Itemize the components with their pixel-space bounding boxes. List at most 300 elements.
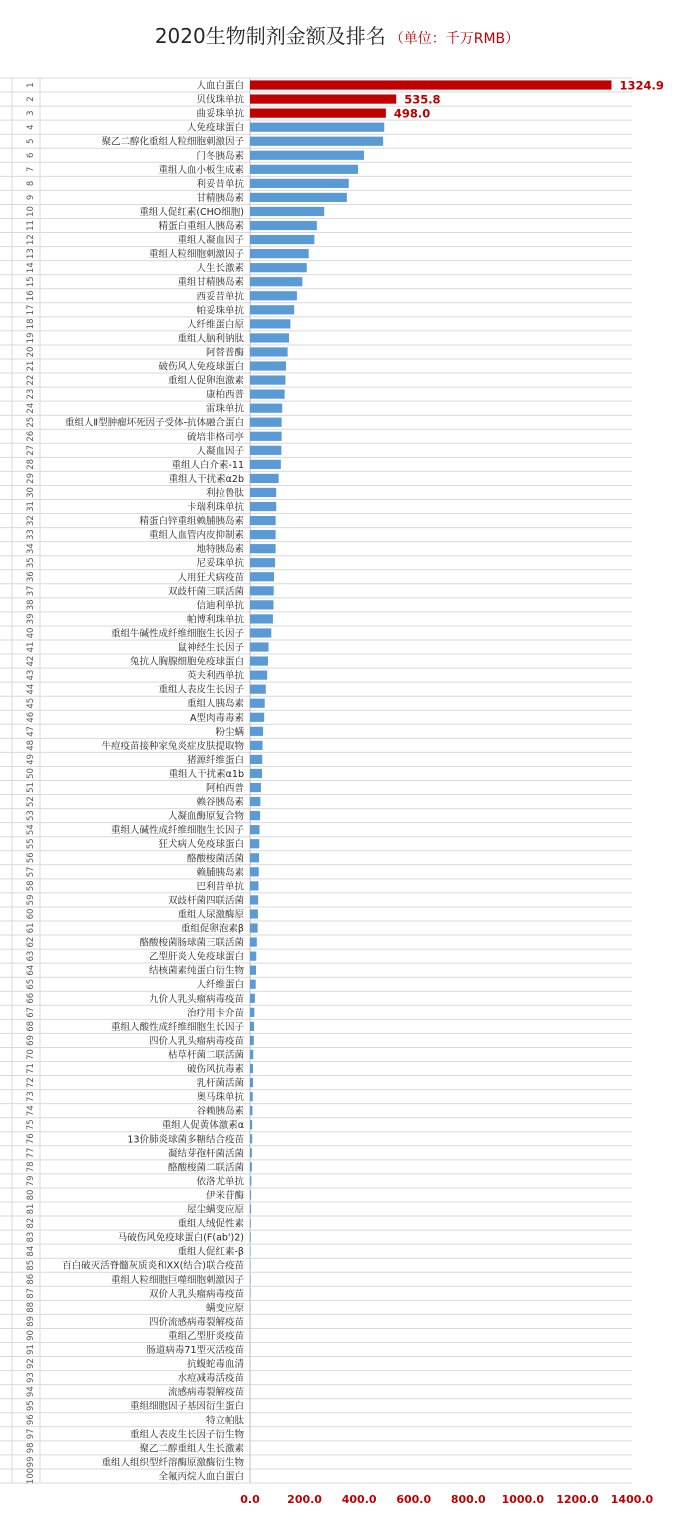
rank-label: 25	[26, 416, 36, 428]
category-label: 重组乙型肝炎疫苗	[167, 1330, 244, 1342]
rank-label: 95	[26, 1400, 36, 1412]
category-label: 人纤维蛋白	[196, 979, 244, 991]
rank-label: 65	[26, 978, 36, 990]
bar	[250, 390, 285, 399]
category-label: 重组促卵泡素β	[180, 923, 244, 935]
bar	[250, 1078, 253, 1087]
bar	[250, 502, 276, 511]
bar	[250, 867, 259, 876]
rank-label: 86	[26, 1273, 36, 1285]
bar	[250, 909, 258, 918]
bar	[250, 628, 271, 637]
category-label: 百白破灭活脊髓灰质炎和XX(结合)联合疫苗	[62, 1260, 244, 1272]
category-label: 西妥昔单抗	[196, 291, 244, 303]
category-label: 抗蝮蛇毒血清	[186, 1359, 244, 1371]
rank-label: 63	[26, 950, 36, 962]
rank-label: 91	[26, 1344, 36, 1355]
category-label: 酪酸梭菌肠球菌三联活菌	[139, 937, 244, 949]
category-label: 重组人表皮生长因子衍生物	[129, 1429, 244, 1441]
bar	[250, 685, 266, 694]
rank-label: 73	[26, 1091, 36, 1103]
category-label: 破伤风抗毒素	[186, 1064, 244, 1076]
bar	[250, 1289, 251, 1298]
category-label: 信迪利单抗	[196, 600, 244, 612]
x-tick-label: 1200.0	[556, 1493, 599, 1506]
category-label: 屋尘螨变应原	[186, 1204, 244, 1216]
category-label: 巴利昔单抗	[196, 881, 244, 893]
category-label: 重组人凝血因子	[177, 235, 244, 247]
bar	[250, 853, 259, 862]
category-label: 硫培非格司亭	[186, 431, 244, 443]
rank-label: 26	[26, 430, 36, 442]
category-label: 重组人促红素(CHO细胞)	[139, 206, 244, 218]
bar	[250, 1022, 254, 1031]
rank-label: 81	[26, 1203, 36, 1215]
bar	[250, 741, 263, 750]
bar	[250, 319, 290, 328]
bar	[250, 1176, 251, 1185]
rank-label: 43	[26, 669, 36, 681]
rank-label: 38	[26, 599, 36, 611]
bar	[250, 755, 262, 764]
rank-label: 45	[26, 697, 36, 709]
category-label: 甘精胰岛素	[196, 192, 244, 204]
rank-label: 44	[26, 683, 36, 695]
category-label: 重组人血小板生成素	[158, 164, 244, 176]
rank-label: 31	[26, 501, 36, 512]
rank-label: 33	[26, 529, 36, 541]
bar	[250, 1036, 254, 1045]
rank-label: 52	[26, 796, 36, 807]
rank-label: 58	[26, 880, 36, 892]
category-label: 人血白蛋白	[196, 80, 244, 92]
category-label: 四价流感病毒裂解疫苗	[148, 1316, 244, 1328]
rank-label: 61	[26, 922, 36, 934]
category-label: 重组人粒细胞巨噬细胞刺激因子	[110, 1274, 244, 1286]
category-label: 精蛋白重组人胰岛素	[158, 221, 244, 233]
data-label: 498.0	[393, 106, 431, 121]
x-tick-label: 1400.0	[610, 1493, 654, 1506]
rank-label: 29	[26, 473, 36, 484]
bar	[250, 586, 274, 595]
chart-subtitle-unit: （单位：千万RMB）	[389, 31, 520, 47]
category-label: 重组人脑利钠肽	[177, 333, 244, 345]
bar	[250, 361, 286, 370]
rank-label: 30	[26, 487, 36, 498]
category-label: 粉尘螨	[215, 726, 244, 738]
rank-label: 5	[26, 138, 36, 144]
category-label: 鼠神经生长因子	[177, 642, 244, 654]
rank-label: 92	[26, 1358, 36, 1369]
rank-label: 20	[26, 346, 36, 358]
category-label: 依洛尤单抗	[196, 1176, 244, 1188]
category-label: 结核菌素纯蛋白衍生物	[148, 965, 244, 977]
rank-label: 48	[26, 739, 36, 751]
rank-label: 97	[26, 1428, 36, 1440]
bar	[250, 713, 264, 722]
category-label: 人生长激素	[196, 263, 244, 275]
bar	[250, 1261, 251, 1270]
category-label: 重组人Ⅱ型肿瘤坏死因子受体-抗体融合蛋白	[64, 417, 244, 429]
x-tick-label: 0.0	[240, 1493, 260, 1506]
category-label: 曲妥珠单抗	[196, 108, 244, 120]
rank-label: 96	[26, 1414, 36, 1426]
bar	[250, 460, 281, 469]
rank-label: 93	[26, 1372, 36, 1384]
bar	[250, 1120, 252, 1129]
bar	[250, 347, 288, 356]
rank-label: 76	[26, 1133, 36, 1145]
rank-label: 100	[26, 1467, 36, 1485]
category-label: 人用狂犬病疫苗	[177, 572, 244, 584]
bar	[250, 994, 255, 1003]
category-label: 双价人乳头瘤病毒疫苗	[148, 1288, 244, 1300]
category-label: 利妥昔单抗	[196, 178, 244, 190]
category-label: 赖脯胰岛素	[196, 867, 244, 879]
rank-label: 79	[26, 1175, 36, 1187]
category-label: 帕妥珠单抗	[196, 305, 244, 317]
bar	[250, 671, 267, 680]
bar	[250, 544, 276, 553]
rank-label: 15	[26, 276, 36, 288]
rank-label: 66	[26, 992, 36, 1004]
rank-label: 68	[26, 1020, 36, 1032]
category-label: 螨变应原	[205, 1302, 244, 1314]
category-label: 重组甘精胰岛素	[177, 277, 244, 289]
rank-label: 98	[26, 1442, 36, 1454]
bar	[250, 165, 358, 174]
category-label: 奥马珠单抗	[196, 1092, 244, 1104]
bar	[250, 305, 294, 314]
rank-label: 49	[26, 754, 36, 765]
bar	[250, 249, 309, 258]
bar	[250, 1204, 251, 1213]
category-label: 伊米苷酶	[205, 1190, 244, 1202]
category-label: 卡瑞利珠单抗	[186, 502, 244, 514]
bar	[250, 221, 317, 230]
category-label: 治疗用卡介苗	[186, 1007, 244, 1019]
rank-label: 60	[26, 908, 36, 920]
rank-label: 80	[26, 1189, 36, 1201]
category-label: 谷赖胰岛素	[196, 1106, 244, 1118]
bar	[250, 656, 268, 665]
bar	[250, 881, 258, 890]
bar	[250, 1064, 253, 1073]
rank-label: 36	[26, 571, 36, 583]
category-label: 枯草杆菌二联活菌	[167, 1049, 244, 1061]
rank-label: 53	[26, 810, 36, 822]
rank-label: 57	[26, 866, 36, 878]
rank-label: 34	[26, 543, 36, 555]
rank-label: 9	[26, 194, 36, 201]
rank-label: 27	[26, 444, 36, 456]
category-label: 人凝血酶原复合物	[167, 811, 244, 823]
rank-label: 16	[26, 290, 36, 302]
category-label: 猪源纤维蛋白	[186, 754, 244, 766]
rank-label: 22	[26, 374, 36, 386]
bar	[250, 600, 273, 609]
category-label: 重组人表皮生长因子	[158, 684, 244, 696]
category-label: 酪酸梭菌二联活菌	[167, 1162, 244, 1174]
rank-label: 83	[26, 1231, 36, 1243]
rank-label: 54	[26, 824, 36, 836]
bar	[250, 980, 256, 989]
rank-label: 21	[26, 360, 36, 372]
category-label: 重组人碱性成纤维细胞生长因子	[110, 825, 244, 837]
rank-label: 10	[26, 206, 36, 217]
rank-label: 71	[26, 1063, 36, 1074]
bar	[250, 811, 260, 820]
category-label: 牛痘疫苗接种家兔炎症皮肤提取物	[101, 740, 244, 752]
rank-label: 24	[26, 402, 36, 414]
category-label: 地特胰岛素	[196, 544, 244, 556]
x-tick-label: 400.0	[341, 1493, 377, 1506]
rank-label: 55	[26, 838, 36, 850]
category-label: 破伤风人免疫球蛋白	[158, 361, 244, 373]
bar	[250, 797, 260, 806]
category-label: 重组人酸性成纤维细胞生长因子	[110, 1021, 244, 1033]
bar	[250, 137, 383, 146]
chart-title: 2020生物制剂金额及排名	[154, 24, 386, 48]
rank-label: 6	[26, 152, 36, 158]
bar	[250, 1106, 252, 1115]
bar	[250, 642, 269, 651]
rank-label: 85	[26, 1259, 36, 1271]
category-label: 重组人组织型纤溶酶原激酶衍生物	[101, 1457, 244, 1469]
rank-label: 11	[26, 220, 36, 231]
rank-label: 12	[26, 234, 36, 245]
category-label: 重组人促卵泡激素	[167, 375, 244, 387]
category-label: 赖谷胰岛素	[196, 797, 244, 809]
rank-label: 88	[26, 1301, 36, 1313]
category-label: 重组细胞因子基因衍生蛋白	[129, 1401, 244, 1413]
bar	[250, 825, 260, 834]
bar	[250, 558, 275, 567]
category-label: 重组人血管内皮抑制素	[148, 530, 244, 542]
bar	[250, 404, 282, 413]
bar	[250, 207, 324, 216]
rank-label: 41	[26, 641, 36, 653]
rank-label: 59	[26, 894, 36, 906]
rank-label: 14	[26, 262, 36, 274]
bar	[250, 291, 297, 300]
x-tick-label: 200.0	[287, 1493, 322, 1506]
rank-label: 32	[26, 515, 36, 526]
rank-label: 35	[26, 557, 36, 569]
category-label: 聚乙二醇重组人生长激素	[139, 1443, 244, 1455]
category-label: 13价肺炎球菌多糖结合疫苗	[127, 1134, 244, 1146]
category-label: 流感病毒裂解疫苗	[167, 1387, 244, 1399]
category-label: 阿替普酶	[205, 347, 244, 359]
bar	[250, 277, 302, 286]
rank-label: 13	[26, 248, 36, 260]
category-label: 兔抗人胸腺细胞免疫球蛋白	[129, 656, 244, 668]
category-label: 阿柏西普	[205, 783, 244, 795]
category-label: 水痘减毒活疫苗	[177, 1373, 244, 1385]
category-label: 重组人粒细胞刺激因子	[148, 249, 244, 261]
category-label: 特立帕肽	[205, 1415, 244, 1427]
bar	[250, 727, 263, 736]
category-label: 重组人尿激酶原	[177, 909, 244, 921]
category-label: 人凝血因子	[196, 445, 244, 457]
rank-label: 42	[26, 655, 36, 667]
bar	[250, 839, 259, 848]
category-label: 帕博利珠单抗	[186, 614, 244, 626]
bar	[250, 937, 257, 946]
bar	[250, 1134, 252, 1143]
bar	[250, 375, 285, 384]
rank-label: 69	[26, 1035, 36, 1046]
rank-label: 37	[26, 585, 36, 597]
category-label: 凝结芽孢杆菌活菌	[167, 1148, 244, 1160]
bar	[250, 516, 276, 525]
rank-label: 87	[26, 1287, 36, 1299]
bar	[250, 94, 396, 103]
category-label: 重组人白介素-11	[171, 459, 244, 471]
bar	[250, 1092, 253, 1101]
bar	[250, 1233, 251, 1242]
category-label: 重组人绒促性素	[177, 1218, 244, 1230]
bar	[250, 418, 282, 427]
x-tick-label: 1000.0	[501, 1493, 545, 1506]
bar	[250, 966, 256, 975]
rank-label: 19	[26, 332, 36, 344]
category-label: 九价人乳头瘤病毒疫苗	[148, 993, 244, 1005]
bar	[250, 952, 256, 961]
rank-label: 56	[26, 852, 36, 864]
category-label: 重组人干扰素α2b	[168, 473, 244, 485]
category-label: A型肉毒毒素	[190, 712, 244, 724]
bar	[250, 80, 612, 89]
bar	[250, 474, 279, 483]
rank-label: 47	[26, 725, 36, 737]
category-label: 聚乙二醇化重组人粒细胞刺激因子	[101, 136, 244, 148]
bar	[250, 1218, 251, 1227]
category-label: 狂犬病人免疫球蛋白	[158, 839, 244, 851]
rank-label: 50	[26, 768, 36, 779]
bar	[250, 1275, 251, 1284]
rank-label: 40	[26, 627, 36, 639]
bar	[250, 432, 282, 441]
rank-label: 74	[26, 1105, 36, 1117]
bar	[250, 923, 258, 932]
category-label: 酪酸梭菌活菌	[186, 853, 244, 865]
bar	[250, 783, 261, 792]
category-label: 乙型肝炎人免疫球蛋白	[148, 951, 244, 963]
category-label: 尼妥珠单抗	[196, 558, 244, 570]
rank-label: 39	[26, 613, 36, 625]
category-label: 重组人促黄体激素α	[161, 1120, 244, 1132]
category-label: 肠道病毒71型灭活疫苗	[146, 1345, 244, 1357]
category-label: 乳杆菌活菌	[196, 1078, 244, 1090]
bar	[250, 614, 273, 623]
bar	[250, 109, 386, 118]
rank-label: 17	[26, 304, 36, 316]
rank-label: 70	[26, 1049, 36, 1060]
category-label: 精蛋白锌重组赖脯胰岛素	[139, 516, 244, 528]
category-label: 重组人促红素-β	[177, 1246, 244, 1258]
category-label: 重组人干扰素α1b	[168, 768, 244, 780]
bar	[250, 193, 347, 202]
rank-label: 90	[26, 1330, 36, 1341]
rank-label: 62	[26, 936, 36, 948]
rank-label: 84	[26, 1245, 36, 1257]
category-label: 重组牛碱性成纤维细胞生长因子	[110, 628, 244, 640]
bar	[250, 1008, 254, 1017]
rank-label: 7	[26, 166, 36, 173]
bar	[250, 179, 349, 188]
bar	[250, 1148, 252, 1157]
x-tick-label: 800.0	[450, 1493, 486, 1506]
bar	[250, 572, 274, 581]
category-label: 全氟丙烷人血白蛋白	[158, 1471, 244, 1483]
rank-label: 89	[26, 1316, 36, 1327]
category-label: 人免疫球蛋白	[186, 122, 244, 134]
rank-label: 77	[26, 1147, 36, 1159]
category-label: 人纤维蛋白原	[186, 319, 244, 331]
rank-label: 51	[26, 782, 36, 793]
rank-label: 94	[26, 1386, 36, 1398]
category-label: 马破伤风免疫球蛋白(F(ab')2)	[117, 1232, 244, 1244]
rank-label: 46	[26, 711, 36, 723]
category-label: 英夫利西单抗	[186, 670, 244, 682]
rank-label: 4	[26, 124, 36, 130]
rank-label: 82	[26, 1217, 36, 1229]
category-label: 双歧杆菌三联活菌	[167, 586, 244, 598]
category-label: 重组人胰岛素	[186, 698, 244, 710]
rank-label: 78	[26, 1161, 36, 1173]
bar	[250, 699, 265, 708]
bar	[250, 488, 276, 497]
rank-label: 23	[26, 388, 36, 400]
data-label: 535.8	[404, 92, 441, 107]
rank-label: 8	[26, 180, 36, 187]
rank-label: 1	[26, 82, 36, 88]
bar	[250, 263, 307, 272]
category-label: 门冬胰岛素	[196, 150, 244, 162]
category-label: 利拉鲁肽	[205, 487, 244, 499]
rank-label: 2	[26, 96, 36, 102]
category-label: 双歧杆菌四联活菌	[167, 895, 244, 907]
rank-label: 67	[26, 1006, 36, 1018]
bar	[250, 895, 258, 904]
rank-label: 18	[26, 318, 36, 330]
data-label: 1324.9	[619, 78, 664, 93]
x-tick-label: 600.0	[396, 1493, 432, 1506]
category-label: 四价人乳头瘤病毒疫苗	[148, 1035, 244, 1047]
bar	[250, 235, 314, 244]
bar	[250, 1247, 251, 1256]
bar	[250, 333, 289, 342]
rank-label: 3	[26, 110, 36, 116]
bar	[250, 769, 262, 778]
bar	[250, 1162, 252, 1171]
rank-label: 75	[26, 1119, 36, 1131]
bar	[250, 1190, 251, 1199]
rank-label: 64	[26, 964, 36, 976]
bar	[250, 123, 384, 132]
rank-label: 99	[26, 1456, 36, 1468]
category-label: 贝伐珠单抗	[196, 94, 244, 106]
bar	[250, 1050, 253, 1059]
bar	[250, 151, 364, 160]
bar	[250, 446, 281, 455]
bar	[250, 530, 276, 539]
rank-label: 28	[26, 458, 36, 470]
category-label: 雷珠单抗	[205, 403, 244, 415]
rank-label: 72	[26, 1077, 36, 1088]
category-label: 康柏西普	[205, 389, 244, 401]
